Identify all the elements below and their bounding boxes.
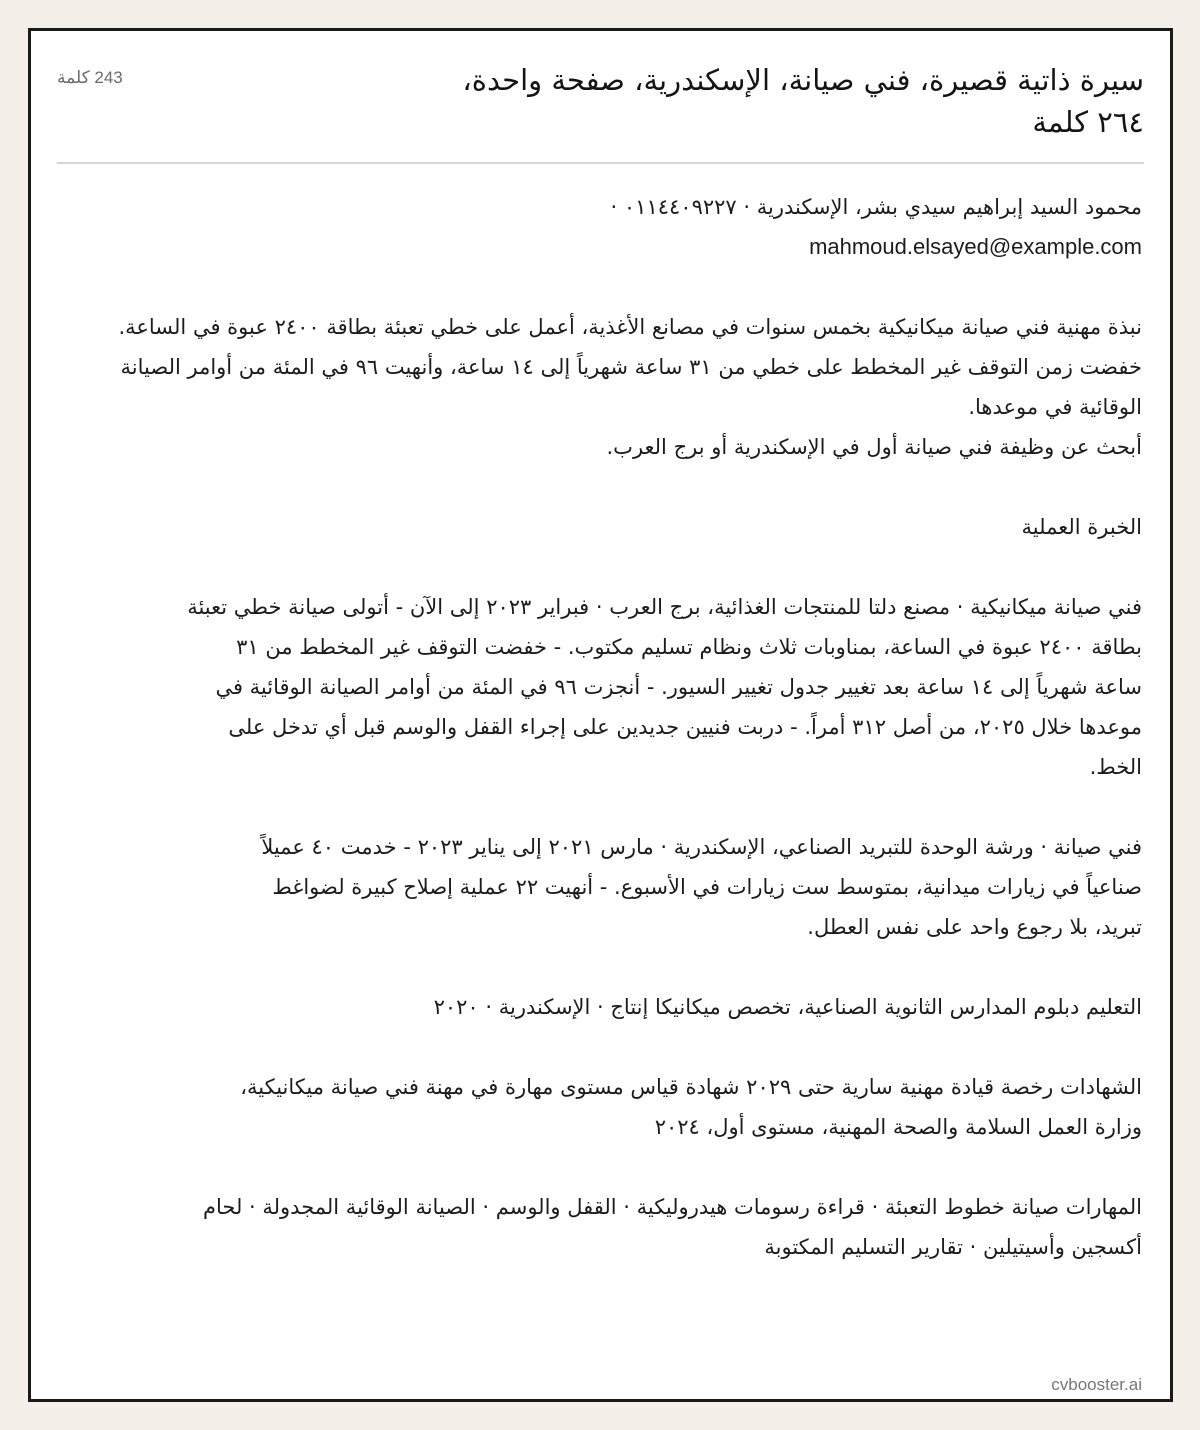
education-section: التعليم دبلوم المدارس الثانوية الصناعية، تخصص ميكانيكا إنتاج · الإسكندرية · ٢٠٢٠ [433, 995, 1142, 1019]
job-entry: فني صيانة · ورشة الوحدة للتبريد الصناعي، الإسكندرية · مارس ٢٠٢١ إلى يناير ٢٠٢٣ - خدمت ٤٠ عميلاً صناعياً في زيارات ميدانية، بمتوسط ست زيارات في الأسبوع. - أنهيت ٢٢ عملية إصلاح كبيرة لضواغط تبريد، بلا رجوع واحد على نفس العطل. [261, 835, 1142, 939]
page-title: سيرة ذاتية قصيرة، فني صيانة، الإسكندرية، صفحة واحدة، ٢٦٤ كلمة [462, 63, 1144, 139]
contact-line: محمود السيد إبراهيم سيدي بشر، الإسكندرية · ٠١١٤٤٠٩٢٢٧ · [610, 195, 1142, 219]
resume-body [57, 187, 1142, 1267]
word-count-badge: 243 كلمة [57, 68, 123, 87]
summary-section [57, 307, 1142, 467]
job-entry: فني صيانة ميكانيكية · مصنع دلتا للمنتجات الغذائية، برج العرب · فبراير ٢٠٢٣ إلى الآن - أتولى صيانة خطي تعبئة بطاقة ٢٤٠٠ عبوة في الساعة، بمناوبات ثلاث ونظام تسليم مكتوب. - خفضت التوقف غير المخطط من ٣١ ساعة شهرياً إلى ١٤ ساعة بعد تغيير جدول تغيير السيور. - أنجزت ٩٦ في المئة من أوامر الصيانة الوقائية في موعدها خلال ٢٠٢٥، من أصل ٣١٢ أمراً. - دربت فنيين جديدين على إجراء القفل والوسم قبل أي تدخل على الخط. [187, 595, 1142, 779]
objective-text: أبحث عن وظيفة فني صيانة أول في الإسكندرية أو برج العرب. [606, 435, 1142, 459]
certifications-section: الشهادات رخصة قيادة مهنية سارية حتى ٢٠٢٩ شهادة قياس مستوى مهارة في مهنة فني صيانة ميكانيكية، وزارة العمل السلامة والصحة المهنية، مستوى أول، ٢٠٢٤ [240, 1075, 1142, 1139]
resume-card [28, 28, 1173, 1402]
contact-section [57, 187, 1142, 267]
experience-heading: الخبرة العملية [1021, 515, 1142, 539]
skills-section: المهارات صيانة خطوط التعبئة · قراءة رسومات هيدروليكية · القفل والوسم · الصيانة الوقائية المجدولة · لحام أكسجين وأسيتيلين · تقارير التسليم المكتوبة [203, 1195, 1142, 1259]
footer-brand: cvbooster.ai [1051, 1375, 1142, 1394]
resume-content [57, 31, 1144, 1399]
email-address: mahmoud.elsayed@example.com [809, 234, 1142, 259]
resume-header [57, 31, 1144, 164]
summary-text: نبذة مهنية فني صيانة ميكانيكية بخمس سنوات في مصانع الأغذية، أعمل على خطي تعبئة بطاقة ٢٤٠٠ عبوة في الساعة. خفضت زمن التوقف غير المخطط على خطي من ٣١ ساعة شهرياً إلى ١٤ ساعة، وأنهيت ٩٦ في المئة من أوامر الصيانة الوقائية في موعدها. [118, 315, 1142, 419]
